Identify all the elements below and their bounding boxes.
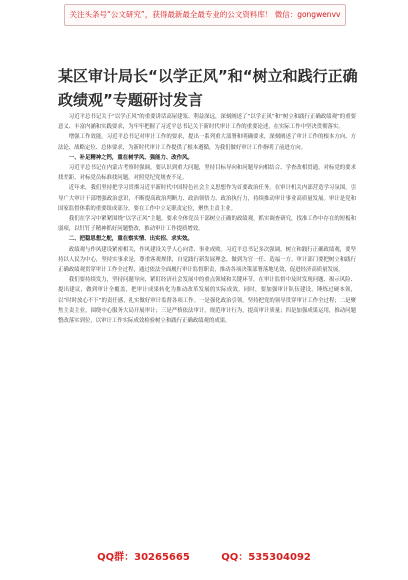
contact-footer — [0, 548, 408, 563]
paragraph: 增强工作效能。习近平总书记对审计工作的要求，提出一系列重大部署和明确要求，深刻阐述了审计工作的根本方向、方法论、战略定位、总体要求，为新时代审计工作提供了根本遵循，为我们做好审计工作指明了前进方向。 — [58, 134, 356, 151]
paragraph: 近年来，我们坚持把学习贯彻习近平新时代中国特色社会主义思想作为首要政治任务，在审计机关内部营造学习氛围，引导广大审计干部增强政治意识，不断提高政治判断力、政治领悟力、政治执行力，持续推动审计事业高质量发展。审计是党和国家监督体系的重要组成部分，要在工作中立足职责定位，聚焦主责主业。 — [58, 185, 356, 212]
promo-banner: 关注头条号“公文研究”，获得最新最全最专业的公文资料库！ 微信：gongwenvv — [64, 4, 346, 26]
paragraph: 习近平总书记关于“以学正风”的重要讲话高屋建瓴、利益深远，深刻阐述了“以学正风”和“树立和践行正确政绩观”的重要意义、丰富内涵和实践要求，为牢牢把握了习近平总书记关于新时代审计工作的重要论述，在实际工作中坚决贯彻落实。 — [58, 114, 356, 131]
qq-contact-label: QQ：535304092 — [221, 552, 311, 563]
page-title: 某区审计局长“以学正风”和“树立和践行正确政绩观”专题研讨发言 — [58, 67, 358, 109]
qq-group-label: QQ群：30265665 — [97, 552, 190, 563]
paragraph: 我们在学习中紧紧围绕“以学正风”主题，要求全体党员干部树立正确的政绩观，抓实调查研究，找准工作中存在的短板和弱项，以钉钉子精神抓好问题整改，推动审计工作提质增效。 — [58, 216, 356, 233]
article-body — [58, 112, 356, 532]
section-heading: 一、补足精神之钙，重在树学风、强能力、改作风。 — [68, 154, 193, 161]
paragraph: 习近平总书记在内蒙古考察时强调，要认识到重大问题，坚持目标导向和问题导向相结合、学查改相贯通，对标党的要求找差距、对标党员标准找问题，对照党纪党规查不足。 — [58, 165, 356, 182]
paragraph: 我们要持续发力，坚持问题导向，紧盯经济社会发展中的重点领域和关键环节，在审计监督中及时发现问题、揭示风险、提出建议，做到审计全覆盖，把审计成果转化为推动改革发展的实际成效。同时，要加强审计队伍建设，锤炼过硬本领，以“时时放心不下”的责任感，扎实做好审计监督各项工作。一是强化政治引领，坚持把党的领导贯穿审计工作全过程；二是聚焦主责主业，围绕中心服务大局开展审计；三是严格依法审计，规范审计行为，提高审计质量；四是加强成果运用，推动问题整改落实到位，以审计工作实际成效检验树立和践行正确政绩观的成果。 — [58, 277, 356, 325]
section-heading: 二、把稳思想之舵，重在察实情、出实招、求实效。 — [68, 236, 193, 243]
paragraph: 政绩观与作风建设紧密相关，作风建设关乎人心向背、事业成败。习近平总书记多次强调，树立和践行正确政绩观，要坚持以人民为中心，坚持实事求是，尊重客观规律，自觉践行新发展理念，做到为官一任、造福一方。审计部门要把树立和践行正确政绩观贯穿审计工作全过程，通过依法全面履行审计监督职责，推动各项决策部署落地见效，促进经济高质量发展。 — [58, 246, 356, 274]
